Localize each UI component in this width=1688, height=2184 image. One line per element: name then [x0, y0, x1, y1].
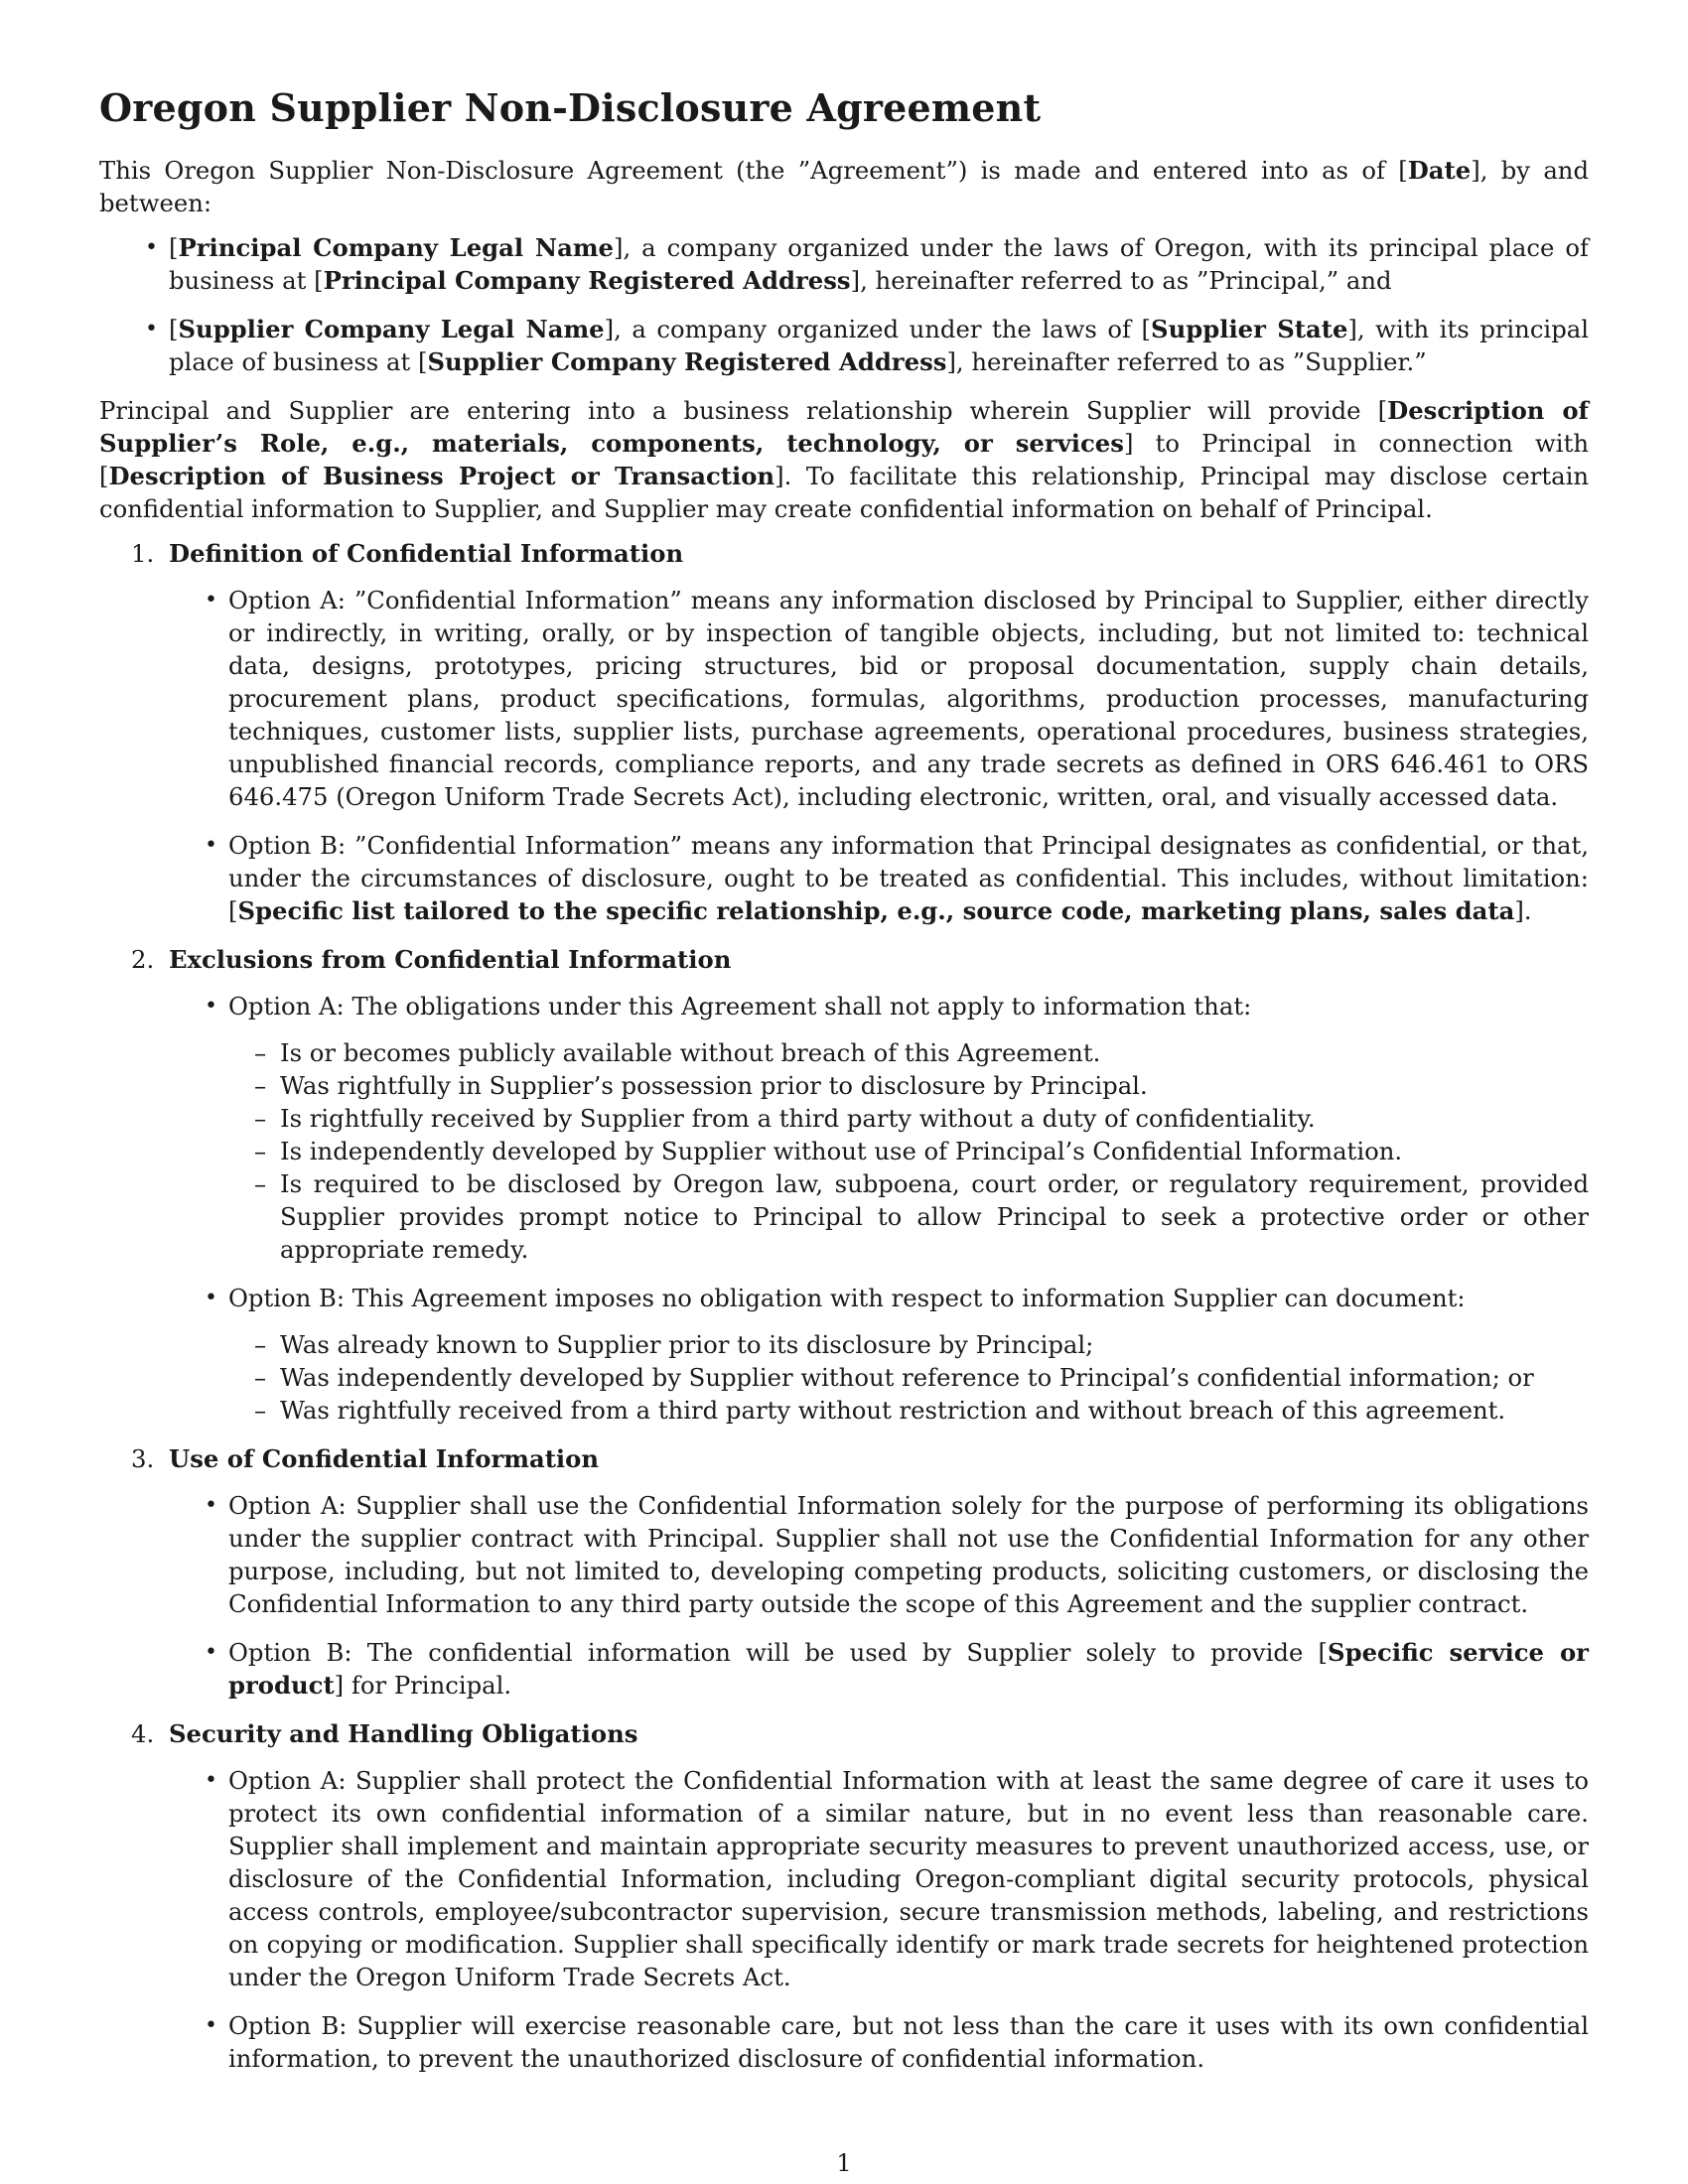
section-number: 1.	[131, 539, 155, 568]
option-a: • Option A: Supplier shall protect the Confidential Information with at least the same degree of care it uses to protect its own confidential information of a similar nature, but in no event less than reasonable care. Supplier shall implement and maintain appropriate security measures to prevent unauthorized access, use, or disclosure of the Confidential Information, including Oregon-compliant digital security protocols, physical access controls, employee/subcontractor supervision, secure transmission methods, labeling, and restrictions on copying or modification. Supplier shall specifically identify or mark trade secrets for heightened protection under the Oregon Uniform Trade Secrets Act.	[228, 1764, 1589, 1993]
parties-list	[99, 231, 1589, 378]
document-page	[99, 85, 1589, 2091]
option-a	[228, 990, 1589, 1266]
intro-text: ], by and between:	[99, 156, 1590, 217]
options-list	[169, 990, 1589, 1427]
option-text: Option B: ”Confidential Information” means any information that Principal designates as confidential, or that, under the circumstances of disclosure, ought to be treated as confidential. This includes, without limitation: [	[228, 831, 1589, 925]
supplier-name-placeholder: Supplier Company Legal Name	[178, 315, 605, 343]
list-item: – Is required to be disclosed by Oregon law, subpoena, court order, or regulatory requirement, provided Supplier provides prompt notice to Principal to allow Principal to seek a protective order or other appropriate remedy.	[280, 1167, 1589, 1266]
option-b	[228, 1282, 1589, 1427]
section-3	[131, 1442, 1589, 1702]
purpose-text: Principal and Supplier are entering into a business relationship wherein Supplier will provide [	[99, 396, 1388, 425]
section-1	[131, 537, 1589, 927]
section-number: 3.	[131, 1444, 155, 1473]
specific-list-placeholder: Specific list tailored to the specific relationship, e.g., source code, marketing plans, sales data	[237, 896, 1515, 925]
party-text: ], hereinafter referred to as ”Supplier.”	[946, 347, 1427, 376]
option-text: Option A: The obligations under this Agreement shall not apply to information that:	[228, 992, 1252, 1021]
date-placeholder: Date	[1407, 156, 1472, 185]
list-item: – Is or becomes publicly available without breach of this Agreement.	[280, 1036, 1589, 1069]
party-text: ], with its principal place of business at [	[169, 315, 1590, 376]
option-text: Option B: The confidential information will be used by Supplier solely to provide [	[228, 1638, 1329, 1667]
document-title: Oregon Supplier Non-Disclosure Agreement	[99, 85, 1042, 130]
intro-paragraph	[99, 154, 1589, 219]
list-item: – Was rightfully in Supplier’s possession prior to disclosure by Principal.	[280, 1069, 1589, 1102]
party-text: ], a company organized under the laws of [	[604, 315, 1152, 343]
option-a: • Option A: ”Confidential Information” means any information disclosed by Principal to Supplier, either directly or indirectly, in writing, orally, or by inspection of tangible objects, including, but not limited to: technical data, designs, prototypes, pricing structures, bid or proposal documentation, supply chain details, procurement plans, product specifications, formulas, algorithms, production processes, manufacturing techniques, customer lists, supplier lists, purchase agreements, operational procedures, business strategies, unpublished financial records, compliance reports, and any trade secrets as defined in ORS 646.461 to ORS 646.475 (Oregon Uniform Trade Secrets Act), including electronic, written, oral, and visually accessed data.	[228, 584, 1589, 813]
list-item: – Is independently developed by Supplier without use of Principal’s Confidential Information.	[280, 1135, 1589, 1167]
section-title: Exclusions from Confidential Information	[169, 945, 732, 974]
section-number: 2.	[131, 945, 155, 974]
project-placeholder: Description of Business Project or Transaction	[108, 462, 775, 490]
section-number: 4.	[131, 1719, 155, 1748]
option-text: ].	[1514, 896, 1532, 925]
purpose-text: ]. To facilitate this relationship, Principal may disclose certain confidential information to Supplier, and Supplier may create confidential information on behalf of Principal.	[99, 462, 1590, 523]
option-a: • Option A: Supplier shall use the Confidential Information solely for the purpose of performing its obligations under the supplier contract with Principal. Supplier shall not use the Confidential Information for any other purpose, including, but not limited to, developing competing products, soliciting customers, or disclosing the Confidential Information to any third party outside the scope of this Agreement and the supplier contract.	[228, 1489, 1589, 1620]
purpose-paragraph	[99, 394, 1589, 525]
principal-address-placeholder: Principal Company Registered Address	[323, 266, 851, 295]
option-text: Option B: This Agreement imposes no obligation with respect to information Supplier can document:	[228, 1284, 1466, 1312]
list-item: – Was already known to Supplier prior to its disclosure by Principal;	[280, 1328, 1589, 1361]
party-text: [	[169, 233, 179, 262]
sections-list	[99, 537, 1589, 2075]
section-4	[131, 1717, 1589, 2075]
section-title: Definition of Confidential Information	[169, 539, 684, 568]
section-title: Use of Confidential Information	[169, 1444, 600, 1473]
supplier-address-placeholder: Supplier Company Registered Address	[427, 347, 947, 376]
page-number: 1	[836, 2149, 852, 2177]
section-title: Security and Handling Obligations	[169, 1719, 638, 1748]
option-text: ] for Principal.	[334, 1671, 512, 1700]
principal-name-placeholder: Principal Company Legal Name	[178, 233, 614, 262]
options-list	[169, 1489, 1589, 1702]
purpose-text: ] to Principal in connection with [	[99, 429, 1589, 490]
party-text: ], hereinafter referred to as ”Principal,” and	[850, 266, 1392, 295]
exclusions-list	[228, 1328, 1589, 1427]
option-b	[228, 829, 1589, 927]
party-text: [	[169, 315, 179, 343]
option-b: • Option B: Supplier will exercise reasonable care, but not less than the care it uses with its own confidential information, to prevent the unauthorized disclosure of confidential information.	[228, 2009, 1589, 2075]
supplier-role-placeholder: Description of Supplier’s Role, e.g., materials, components, technology, or services	[99, 396, 1589, 458]
party-principal	[169, 231, 1589, 297]
list-item: – Was rightfully received from a third party without restriction and without breach of this agreement.	[280, 1394, 1589, 1427]
service-placeholder: Specific service or product	[228, 1638, 1589, 1700]
list-item: – Is rightfully received by Supplier from a third party without a duty of confidentiality.	[280, 1102, 1589, 1135]
party-supplier	[169, 313, 1589, 378]
exclusions-list	[228, 1036, 1589, 1266]
option-b	[228, 1636, 1589, 1702]
section-2	[131, 943, 1589, 1427]
supplier-state-placeholder: Supplier State	[1151, 315, 1348, 343]
options-list	[169, 1764, 1589, 2075]
party-text: ], a company organized under the laws of Oregon, with its principal place of business at [	[169, 233, 1589, 295]
options-list	[169, 584, 1589, 927]
list-item: – Was independently developed by Supplier without reference to Principal’s confidential information; or	[280, 1361, 1589, 1394]
intro-text: This Oregon Supplier Non-Disclosure Agreement (the ”Agreement”) is made and entered into as of [	[99, 156, 1408, 185]
